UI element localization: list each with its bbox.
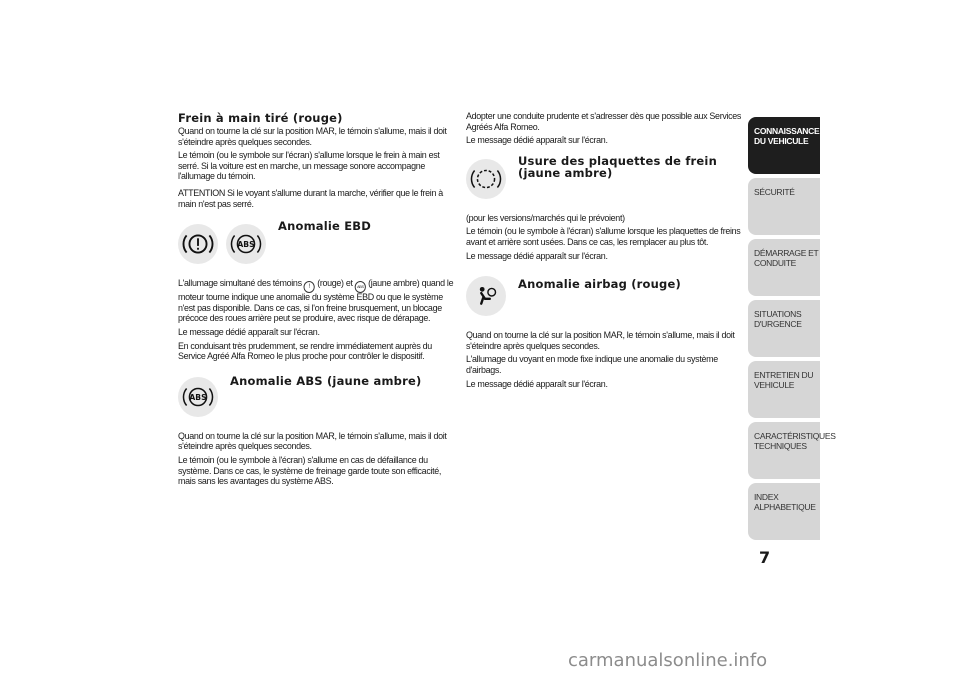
section-title-abs: Anomalie ABS (jaune ambre) (230, 373, 422, 388)
brake-warning-inline-icon: ! (304, 281, 315, 293)
brake-warning-icon (178, 224, 218, 264)
svg-text:ABS: ABS (189, 392, 207, 402)
paragraph: Le témoin (ou le symbole à l'écran) s'allume en cas de défaillance du système. Dans ce cas, le système de freinage garde toute son efficacité, mais sans les avantages du système ABS. (178, 454, 442, 488)
section-title-brake-pads: Usure des plaquettes de frein (jaune ambre) (518, 153, 717, 180)
airbag-block (466, 276, 744, 321)
page-number: 7 (759, 548, 771, 567)
tab-demarrage[interactable]: DÉMARRAGE ET CONDUITE (748, 239, 820, 296)
abs-icon (178, 377, 218, 417)
paragraph: ATTENTION Si le voyant s'allume durant la marche, vérifier que le frein à main n'est pas serré. (178, 187, 443, 210)
paragraph: Quand on tourne la clé sur la position MAR, le témoin s'allume, mais il doit s'éteindre après quelques secondes. (466, 330, 735, 352)
brake-pad-wear-icon (466, 159, 506, 199)
abs-icon (226, 224, 266, 264)
paragraph: Quand on tourne la clé sur la position MAR, le témoin s'allume, mais il doit s'éteindre après quelques secondes. (178, 126, 447, 148)
paragraph: En conduisant très prudemment, se rendre immédiatement auprès du Service Agréé Alfa Romeo le plus proche pour contrôler le dispositif. (178, 340, 432, 363)
paragraph: Le message dédié apparaît sur l'écran. (466, 135, 608, 147)
section-title-airbag: Anomalie airbag (rouge) (518, 277, 681, 292)
watermark: carmanualsonline.info (568, 650, 768, 671)
left-column (178, 112, 458, 491)
paragraph: L'allumage simultané des témoins ! (rouge) et ABS (jaune ambre) quand le moteur tourne indique une anomalie du système EBD ou que le système n'est pas disponible. Dans ce cas, si l'on freine brusquement, un blocage précoce des roues arrière peut se produire, avec risque de dérapage. (178, 278, 454, 325)
paragraph: Le message dédié apparaît sur l'écran. (466, 250, 608, 262)
brake-pad-block (466, 153, 744, 204)
tab-urgence[interactable]: SITUATIONS D'URGENCE (748, 300, 820, 357)
tab-securite[interactable]: SÉCURITÉ (748, 178, 820, 235)
airbag-icon (466, 276, 506, 316)
paragraph: Le message dédié apparaît sur l'écran. (178, 326, 320, 338)
chapter-tabs (748, 117, 836, 544)
paragraph: Le témoin (ou le symbole à l'écran) s'allume lorsque les plaquettes de freins avant et arrière sont usées. Dans ce cas, les remplacer au plus tôt. (466, 226, 741, 248)
tab-caracteristiques[interactable]: CARACTÉRISTIQUES TECHNIQUES (748, 422, 820, 479)
paragraph: L'allumage du voyant en mode fixe indique une anomalie du système d'airbags. (466, 354, 718, 376)
tab-index[interactable]: INDEX ALPHABETIQUE (748, 483, 820, 540)
right-column (466, 112, 744, 393)
section-title-ebd: Anomalie EBD (278, 219, 371, 234)
paragraph: Le témoin (ou le symbole sur l'écran) s'allume lorsque le frein à main est serré. Si la voiture est en marche, un message sonore accompagne l'allumage du témoin. (178, 150, 440, 183)
abs-inline-icon: ABS (355, 281, 366, 293)
svg-text:ABS: ABS (237, 240, 255, 250)
abs-block (178, 373, 458, 422)
tab-connaissance[interactable]: CONNAISSANCE DU VEHICULE (748, 117, 820, 174)
paragraph: Adopter une conduite prudente et s'adresser dès que possible aux Services Agréés Alfa Romeo. (466, 111, 742, 133)
tab-entretien[interactable]: ENTRETIEN DU VEHICULE (748, 361, 820, 418)
paragraph: (pour les versions/marchés qui le prévoient) (466, 212, 625, 224)
paragraph: Quand on tourne la clé sur la position MAR, le témoin s'allume, mais il doit s'éteindre après quelques secondes. (178, 430, 447, 453)
paragraph: Le message dédié apparaît sur l'écran. (466, 378, 608, 390)
ebd-block (178, 219, 458, 269)
section-title-parking-brake: Frein à main tiré (rouge) (178, 111, 343, 125)
